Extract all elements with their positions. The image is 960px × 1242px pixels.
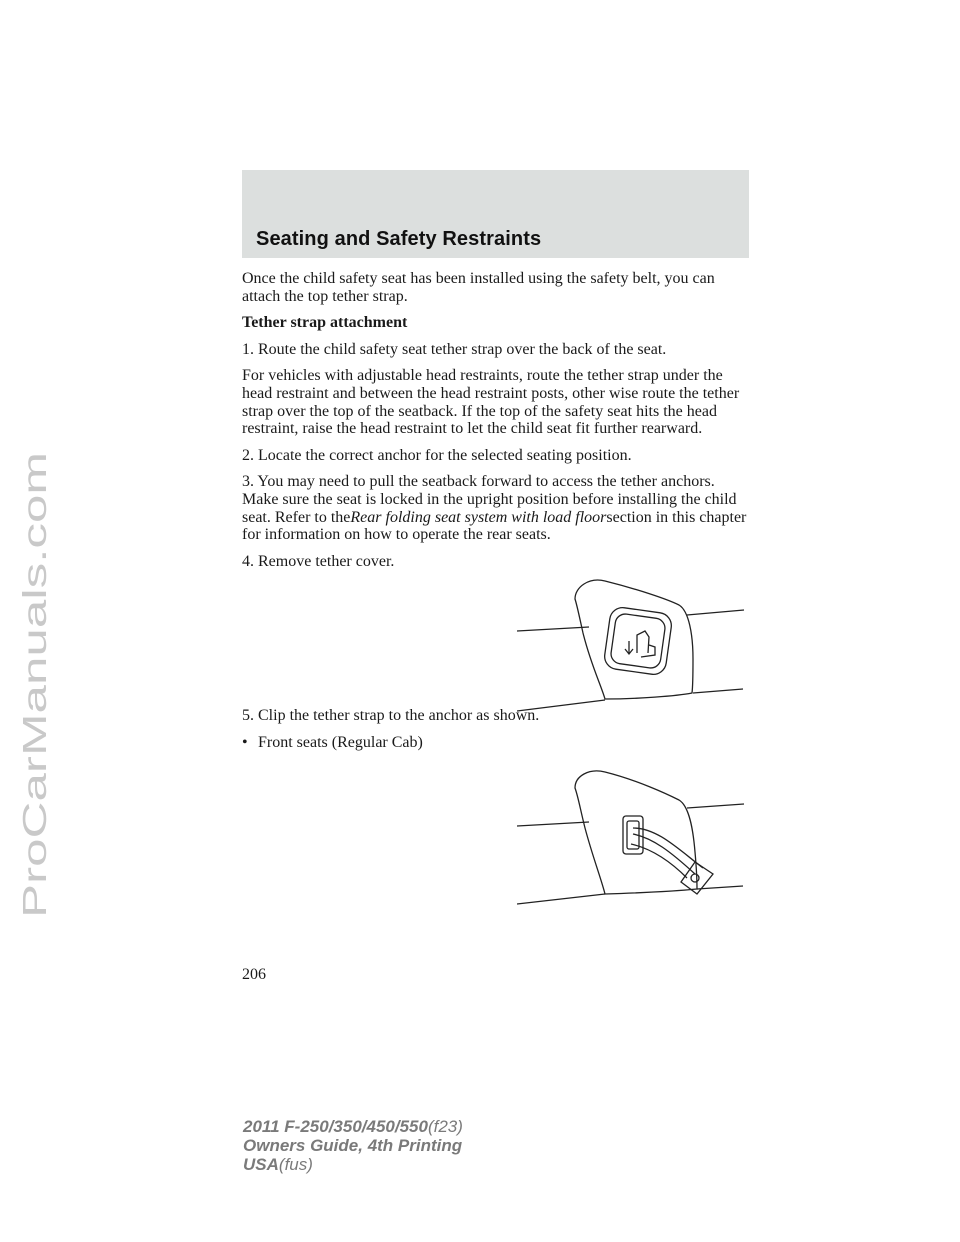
footer-market-code: (fus) xyxy=(278,1155,313,1174)
step-3-text-pre: 3. You may need to pull the seatback forward to access the tether anchors. Make sure the seat is locked in the upright position before installing the child seat. Refer to the xyxy=(242,473,737,526)
tether-cover-illustration xyxy=(517,575,747,715)
bullet-item xyxy=(242,734,754,752)
watermark xyxy=(8,450,58,920)
tether-clip-illustration xyxy=(517,768,747,908)
bullet-text: Front seats (Regular Cab) xyxy=(258,733,423,751)
footer-printing: Owners Guide, 4th Printing xyxy=(243,1136,463,1155)
step-3 xyxy=(242,473,754,543)
step-2: 2. Locate the correct anchor for the selected seating position. xyxy=(242,446,632,464)
section-title: Seating and Safety Restraints xyxy=(256,228,542,250)
document-footer xyxy=(243,1117,463,1174)
step-4: 4. Remove tether cover. xyxy=(242,552,395,570)
step-3-text-post: section in this chapter for information on how to operate the rear seats. xyxy=(242,508,747,544)
footer-model-code: (f23) xyxy=(427,1117,463,1136)
intro-paragraph: Once the child safety seat has been installed using the safety belt, you can attach the top tether strap. xyxy=(242,270,715,305)
section-reference-link: Rear folding seat system with load floor xyxy=(350,508,607,526)
head-restraint-note: For vehicles with adjustable head restraints, route the tether strap under the head restraint and between the head restraint posts, other wise route the tether strap over the top of the seatback. If the top of the safety seat hits the head restraint, raise the head restraint to let the child seat fit further rearward. xyxy=(242,367,740,438)
step-1: 1. Route the child safety seat tether strap over the back of the seat. xyxy=(242,340,667,358)
subheading: Tether strap attachment xyxy=(242,314,408,332)
watermark-text: ProCarManuals.com xyxy=(16,617,53,918)
bullet-glyph: • xyxy=(242,733,248,751)
footer-market: USA xyxy=(243,1155,279,1174)
footer-model: 2011 F-250/350/450/550 xyxy=(243,1117,428,1136)
page-number: 206 xyxy=(242,966,266,983)
step-5: 5. Clip the tether strap to the anchor as shown. xyxy=(242,707,540,725)
